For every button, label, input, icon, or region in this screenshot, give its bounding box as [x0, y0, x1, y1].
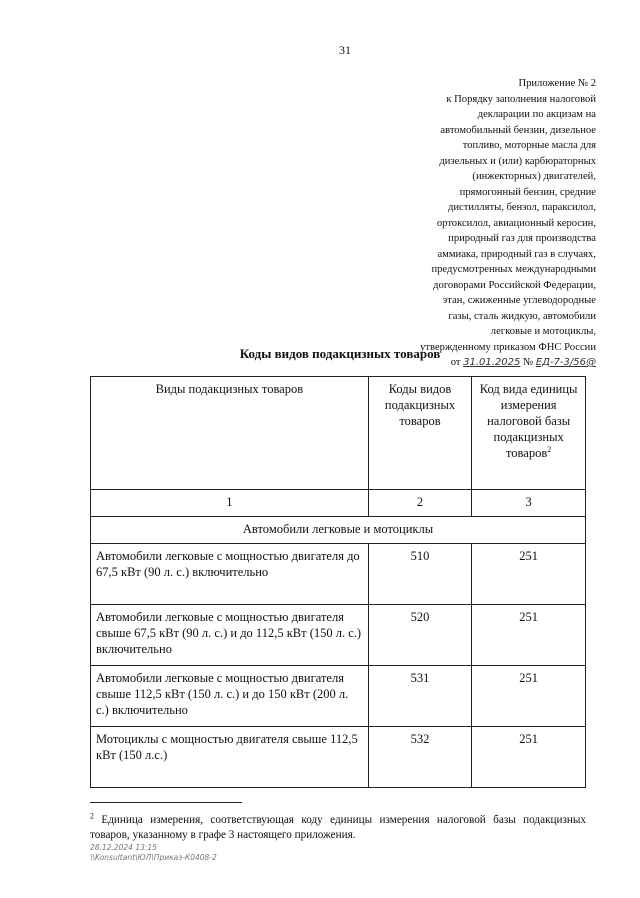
stamp-path: \\Konsultant\ЮЛ\Приказ-К0408-2: [90, 853, 217, 862]
section-row: [91, 517, 586, 544]
header-unit-code-text: Код вида единицы измерения налоговой базы подакцизных товаров: [479, 382, 578, 460]
column-number-row: [91, 490, 586, 517]
appendix-line: к Порядку заполнения налоговой: [446, 93, 596, 105]
appendix-line: дистилляты, бензол, параксилол,: [447, 202, 596, 213]
goods-code-cell: 520: [368, 605, 471, 666]
goods-name-cell: Автомобили легковые с мощностью двигателя свыше 112,5 кВт (150 л. с.) и до 150 кВт (200 л. с.) включительно: [91, 666, 369, 727]
footnote-text: Единица измерения, соответствующая коду единицы измерения налоговой базы подакцизных товаров, указанному в графе 3 настоящего приложения.: [90, 814, 587, 841]
appendix-line: (инжекторных) двигателей,: [472, 171, 596, 182]
table-row: [91, 727, 586, 788]
goods-name-cell: Мотоциклы с мощностью двигателя свыше 112,5 кВт (150 л.с.): [91, 727, 369, 788]
unit-code-cell: 251: [472, 544, 586, 605]
footnote: [90, 813, 586, 843]
header-goods-types: Виды подакцизных товаров: [91, 377, 369, 490]
header-unit-code: [472, 377, 586, 490]
appendix-line: аммиака, природный газ в случаях,: [437, 248, 596, 260]
handwritten-number: ЕД-7-3/56@: [535, 357, 596, 368]
goods-code-cell: 531: [368, 666, 471, 727]
column-number: 1: [91, 490, 369, 517]
table-row: [91, 544, 586, 605]
appendix-line: утвержденному приказом ФНС России: [420, 341, 596, 353]
appendix-line: топливо, моторные масла для: [462, 140, 596, 151]
appendix-line: газы, сталь жидкую, автомобили: [448, 310, 596, 322]
appendix-line: предусмотренных международными: [431, 264, 596, 275]
appendix-line: прямогонный бензин, средние: [459, 186, 596, 198]
column-number: 2: [368, 490, 471, 517]
unit-code-cell: 251: [472, 666, 586, 727]
table-row: [91, 666, 586, 727]
from-label: от: [450, 357, 461, 368]
table-row: [91, 605, 586, 666]
appendix-block: [366, 76, 596, 371]
unit-code-cell: 251: [472, 605, 586, 666]
appendix-line: автомобильный бензин, дизельное: [440, 124, 596, 136]
stamp-timestamp: 28.12.2024 13:15: [90, 843, 157, 852]
goods-code-cell: 510: [368, 544, 471, 605]
appendix-line: природный газ для производства: [448, 233, 596, 244]
goods-code-cell: 532: [368, 727, 471, 788]
table-header-row: [91, 377, 586, 490]
appendix-line: этан, сжиженные углеводородные: [442, 295, 596, 306]
handwritten-date: 31.01.2025: [463, 357, 521, 368]
number-label: №: [523, 357, 534, 368]
excise-codes-table: [90, 376, 586, 788]
appendix-line: легковые и мотоциклы,: [490, 326, 596, 337]
footnote-mark: 2: [547, 444, 552, 454]
goods-name-cell: Автомобили легковые с мощностью двигателя до 67,5 кВт (90 л. с.) включительно: [91, 544, 369, 605]
footnote-number: 2: [90, 811, 94, 821]
goods-name-cell: Автомобили легковые с мощностью двигателя свыше 67,5 кВт (90 л. с.) и до 112,5 кВт (150 л. с.) включительно: [91, 605, 369, 666]
unit-code-cell: 251: [472, 727, 586, 788]
column-number: 3: [472, 490, 586, 517]
header-goods-codes: Коды видов подакцизных товаров: [368, 377, 471, 490]
appendix-line: Приложение № 2: [518, 78, 596, 89]
appendix-line: договорами Российской Федерации,: [433, 279, 596, 291]
appendix-line: декларации по акцизам на: [477, 109, 596, 120]
table-title: Коды видов подакцизных товаров: [239, 346, 441, 361]
section-title: Автомобили легковые и мотоциклы: [91, 517, 586, 544]
page-number: 31: [339, 43, 351, 57]
print-stamp: [90, 843, 217, 863]
appendix-line: ортоксилол, авиационный керосин,: [436, 217, 596, 229]
appendix-line: дизельных и (или) карбюраторных: [439, 155, 596, 167]
footnote-divider: [90, 802, 242, 803]
